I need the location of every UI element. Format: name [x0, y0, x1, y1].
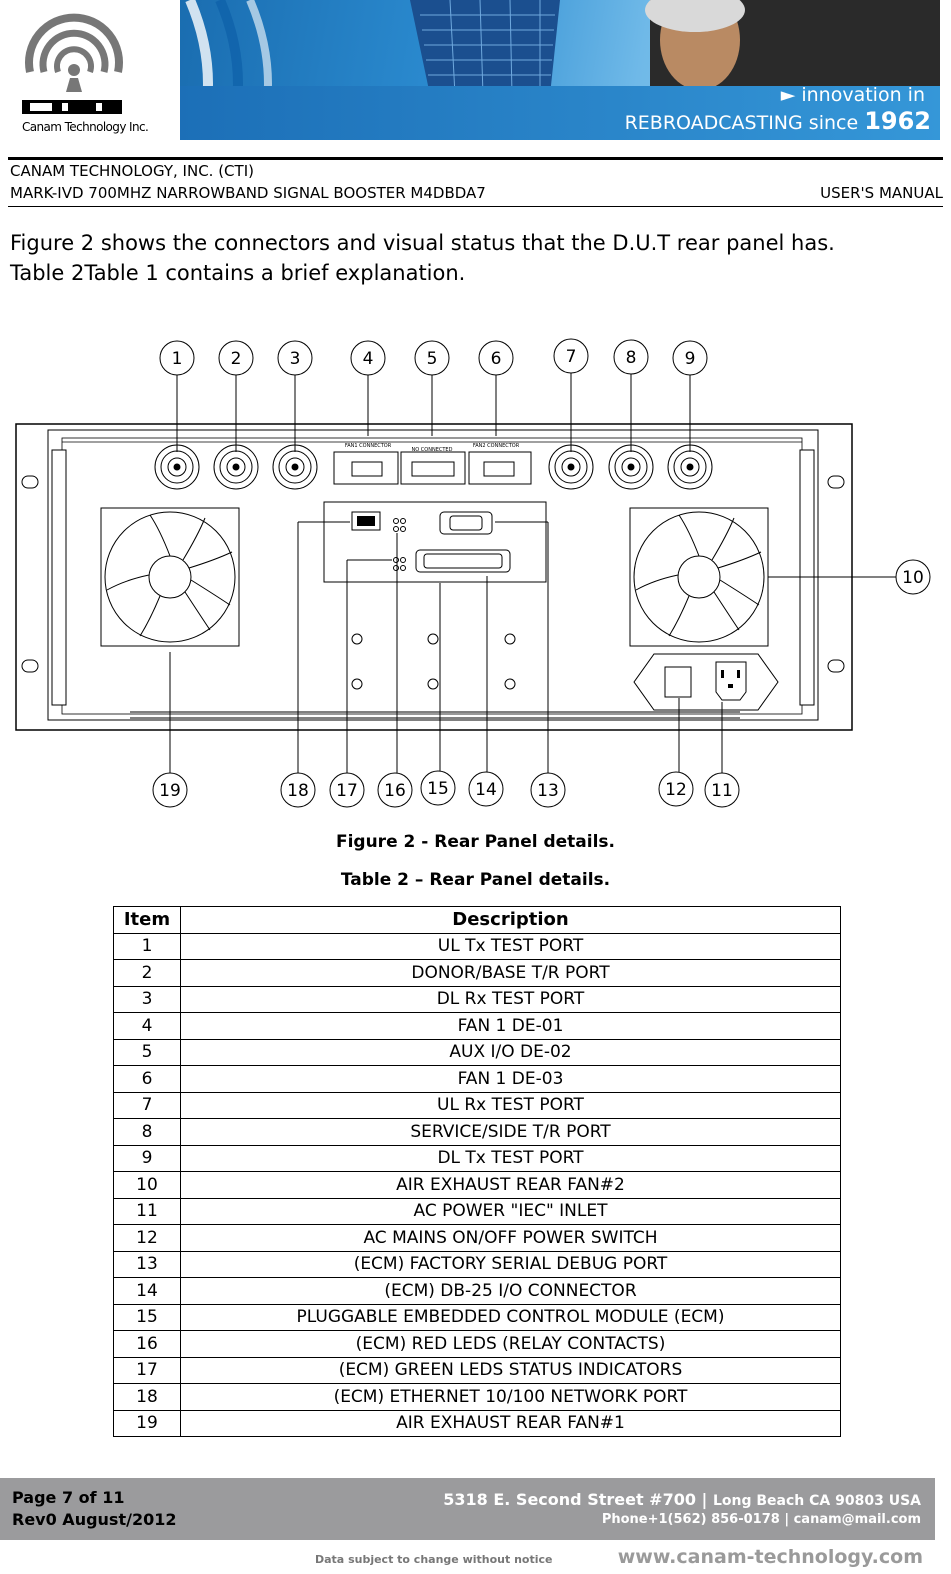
item-description: AIR EXHAUST REAR FAN#2 [181, 1172, 841, 1199]
item-number: 6 [114, 1066, 181, 1093]
callout-number: 2 [230, 349, 242, 369]
callout-number: 19 [159, 781, 181, 801]
item-description: SERVICE/SIDE T/R PORT [181, 1119, 841, 1146]
power-entry-module [634, 654, 778, 710]
connector-label: NO CONNECTED [411, 447, 453, 453]
fan-icon [630, 508, 768, 646]
header-rule [8, 157, 943, 160]
tagline-year: 1962 [864, 107, 931, 135]
callout-number: 11 [711, 781, 733, 801]
table-header-row [114, 907, 841, 934]
callout-number: 16 [384, 781, 406, 801]
tagline-line2 [625, 107, 931, 135]
table-caption: Table 2 – Rear Panel details. [340, 870, 611, 890]
table-body [114, 933, 841, 1437]
callout-number: 18 [287, 781, 309, 801]
item-description: (ECM) DB-25 I/O CONNECTOR [181, 1278, 841, 1305]
item-number: 13 [114, 1251, 181, 1278]
address [443, 1490, 921, 1509]
table-row [114, 1066, 841, 1093]
iec-inlet-icon [716, 662, 746, 700]
table-row [114, 1331, 841, 1358]
page-number: Page 7 of 11 [12, 1488, 125, 1507]
table-row [114, 1384, 841, 1411]
item-number: 18 [114, 1384, 181, 1411]
table-row [114, 1039, 841, 1066]
item-number: 1 [114, 933, 181, 960]
item-description: DONOR/BASE T/R PORT [181, 960, 841, 987]
table-row [114, 1198, 841, 1225]
item-description: (ECM) GREEN LEDS STATUS INDICATORS [181, 1357, 841, 1384]
item-number: 7 [114, 1092, 181, 1119]
item-description: FAN 1 DE-01 [181, 1013, 841, 1040]
table-row [114, 1013, 841, 1040]
power-switch-icon [665, 667, 691, 697]
item-description: AC POWER "IEC" INLET [181, 1198, 841, 1225]
connector-label: FAN2 CONNECTOR [472, 443, 520, 449]
intro-line1: Figure 2 shows the connectors and visual status that the D.U.T rear panel has. [10, 231, 835, 255]
callout-number: 15 [427, 779, 449, 799]
callout-number: 3 [289, 349, 301, 369]
page-footer [0, 1478, 935, 1540]
table-row [114, 1251, 841, 1278]
item-description: DL Tx TEST PORT [181, 1145, 841, 1172]
item-description: AC MAINS ON/OFF POWER SWITCH [181, 1225, 841, 1252]
table-row [114, 1119, 841, 1146]
product-name: MARK-IVD 700MHZ NARROWBAND SIGNAL BOOSTER M4DBDA7 [10, 184, 486, 202]
figure-caption: Figure 2 - Rear Panel details. [335, 832, 616, 852]
item-number: 8 [114, 1119, 181, 1146]
company-name: CANAM TECHNOLOGY, INC. (CTI) [10, 162, 254, 180]
callout-number: 8 [625, 348, 637, 368]
intro-paragraph [10, 228, 945, 288]
callout-number: 4 [362, 349, 374, 369]
rear-panel-diagram [0, 330, 951, 820]
item-description: (ECM) FACTORY SERIAL DEBUG PORT [181, 1251, 841, 1278]
item-number: 4 [114, 1013, 181, 1040]
callout-number: 7 [565, 347, 577, 367]
item-number: 10 [114, 1172, 181, 1199]
item-description: UL Rx TEST PORT [181, 1092, 841, 1119]
table-row [114, 1410, 841, 1437]
header-rule-bottom [8, 206, 943, 207]
item-number: 17 [114, 1357, 181, 1384]
item-number: 16 [114, 1331, 181, 1358]
address-city: Long Beach CA 90803 USA [712, 1493, 921, 1509]
table-row [114, 960, 841, 987]
table-row [114, 933, 841, 960]
table-row [114, 1357, 841, 1384]
column-header-description: Description [181, 907, 841, 934]
table-row [114, 1145, 841, 1172]
callout-number: 14 [475, 780, 497, 800]
address-street: 5318 E. Second Street #700 | [443, 1490, 708, 1509]
contact-info: Phone+1(562) 856-0178 | canam@mail.com [601, 1512, 921, 1527]
item-number: 12 [114, 1225, 181, 1252]
item-description: FAN 1 DE-03 [181, 1066, 841, 1093]
column-header-item: Item [114, 907, 181, 934]
revision: Rev0 August/2012 [12, 1510, 177, 1529]
logo-subtext: Canam Technology Inc. [22, 120, 149, 134]
item-description: (ECM) RED LEDS (RELAY CONTACTS) [181, 1331, 841, 1358]
company-logo [0, 0, 180, 140]
item-number: 14 [114, 1278, 181, 1305]
table-row [114, 1092, 841, 1119]
callout-number: 13 [537, 781, 559, 801]
rear-panel-table [113, 906, 841, 1437]
item-description: (ECM) ETHERNET 10/100 NETWORK PORT [181, 1384, 841, 1411]
callout-number: 10 [902, 568, 924, 588]
item-number: 3 [114, 986, 181, 1013]
callout-number: 9 [684, 349, 696, 369]
tagline-rebroadcasting: REBROADCASTING [624, 112, 803, 134]
callout-number: 17 [336, 781, 358, 801]
tagline-line1: ► innovation in [780, 84, 925, 106]
connector-label: FAN1 CONNECTOR [344, 443, 392, 449]
item-number: 11 [114, 1198, 181, 1225]
item-description: DL Rx TEST PORT [181, 986, 841, 1013]
tagline-text: innovation in [801, 84, 925, 106]
intro-line2: Table 2Table 1 contains a brief explanation. [10, 261, 466, 285]
table-row [114, 1304, 841, 1331]
item-number: 2 [114, 960, 181, 987]
table-row [114, 1225, 841, 1252]
item-number: 9 [114, 1145, 181, 1172]
table-row [114, 1172, 841, 1199]
disclaimer-note: Data subject to change without notice [315, 1553, 553, 1566]
fan-icon [101, 508, 239, 646]
item-description: UL Tx TEST PORT [181, 933, 841, 960]
table-row [114, 1278, 841, 1305]
header-banner [0, 0, 951, 140]
cti-logo-icon [0, 0, 180, 140]
tagline-since: since [808, 112, 859, 134]
table-row [114, 986, 841, 1013]
item-number: 5 [114, 1039, 181, 1066]
item-number: 19 [114, 1410, 181, 1437]
item-description: AIR EXHAUST REAR FAN#1 [181, 1410, 841, 1437]
item-number: 15 [114, 1304, 181, 1331]
callout-number: 6 [490, 349, 502, 369]
website-url: www.canam-technology.com [617, 1546, 923, 1568]
item-description: AUX I/O DE-02 [181, 1039, 841, 1066]
item-description: PLUGGABLE EMBEDDED CONTROL MODULE (ECM) [181, 1304, 841, 1331]
rear-panel-figure [0, 330, 951, 820]
callout-number: 12 [665, 780, 687, 800]
callout-number: 5 [426, 349, 438, 369]
doc-type: USER'S MANUAL [820, 184, 943, 202]
callout-number: 1 [171, 349, 183, 369]
